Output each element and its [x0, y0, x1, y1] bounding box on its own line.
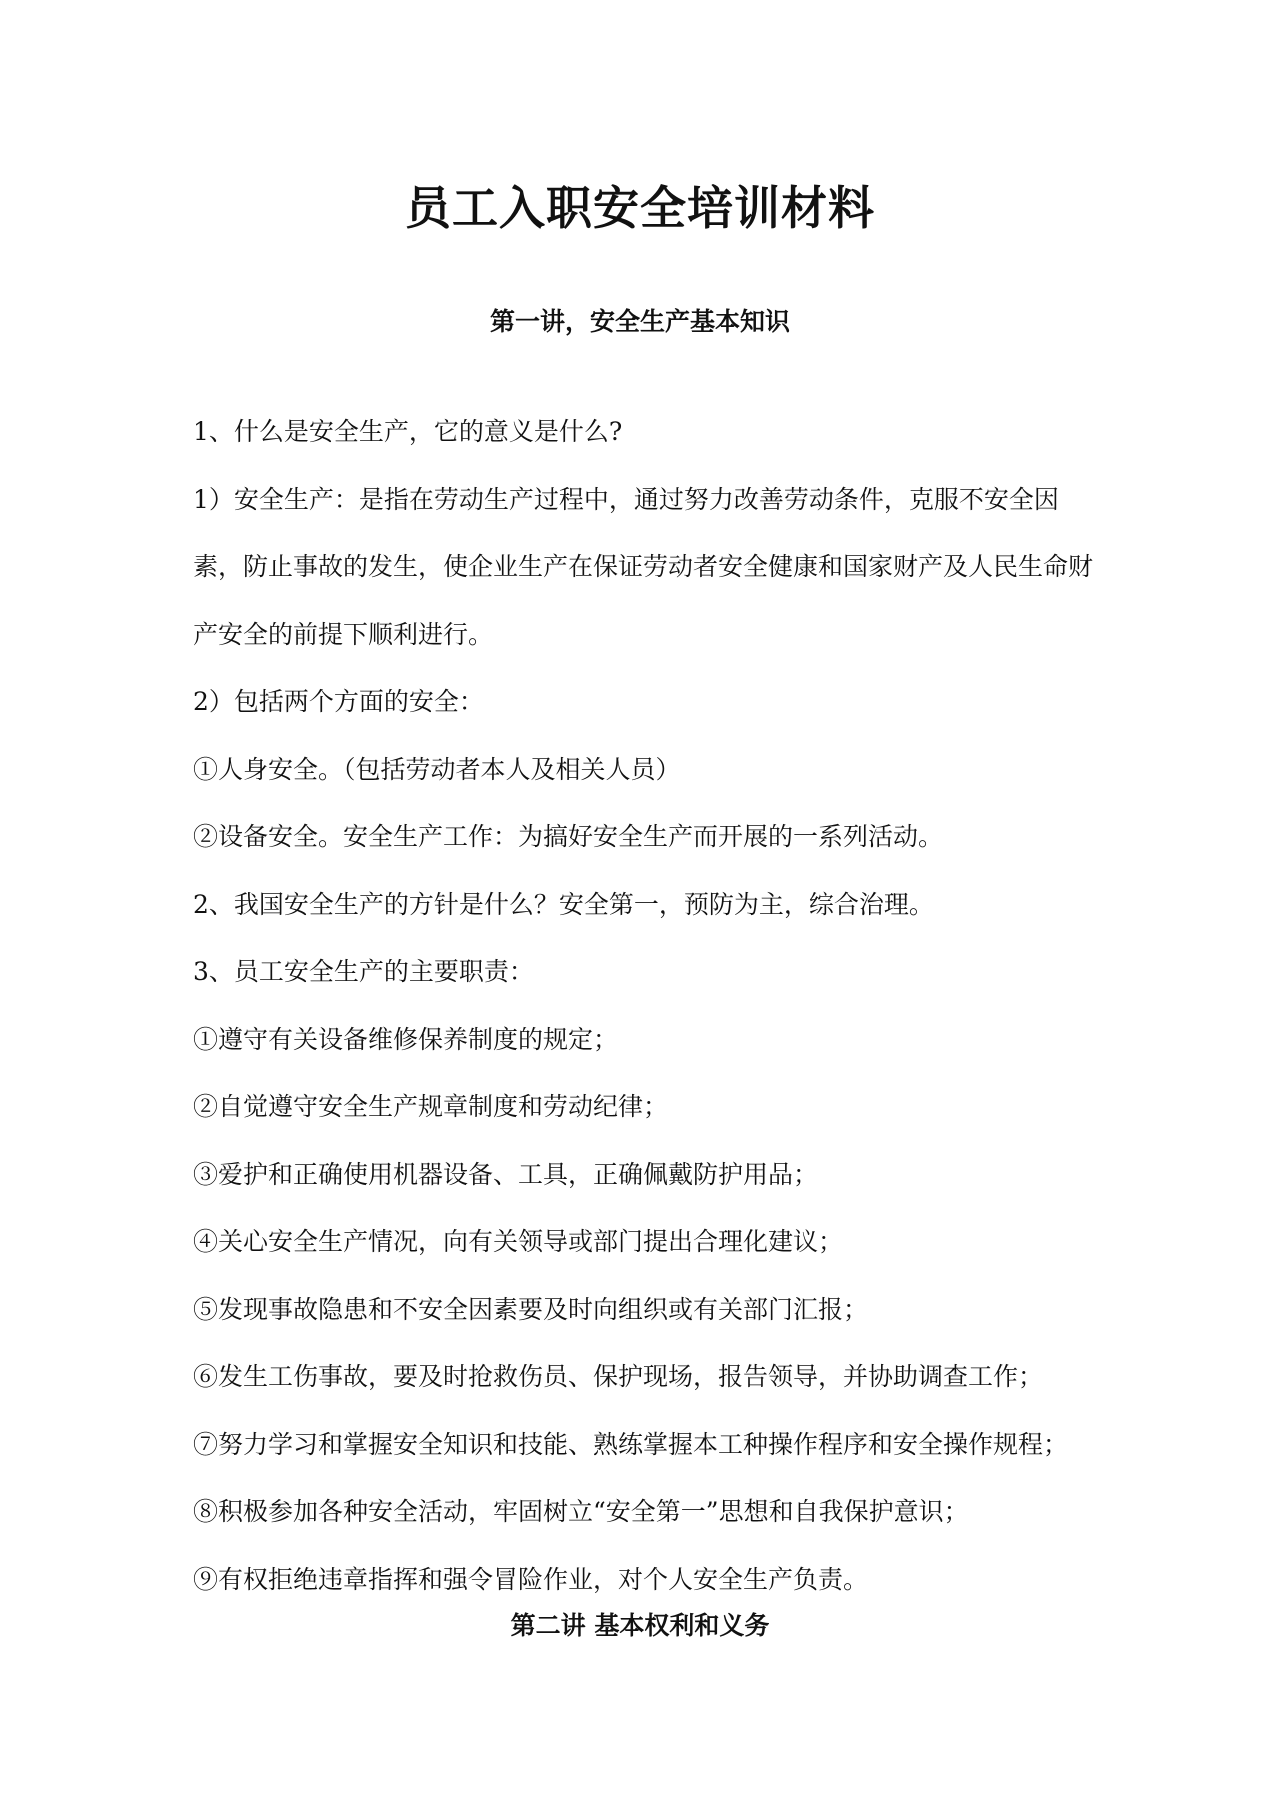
document-title: 员工入职安全培训材料	[405, 181, 875, 235]
section-1-body	[193, 398, 1093, 1613]
list-item: ①遵守有关设备维修保养制度的规定；	[193, 1024, 619, 1054]
list-item: ②自觉遵守安全生产规章制度和劳动纪律；	[193, 1092, 669, 1121]
list-item: ①人身安全。（包括劳动者本人及相关人员）	[193, 754, 681, 784]
section-heading-2: 第二讲 基本权利和义务	[510, 1611, 770, 1640]
paragraph: 2）包括两个方面的安全：	[193, 687, 484, 716]
paragraph: 3、员工安全生产的主要职责：	[193, 957, 534, 986]
list-item: ⑨有权拒绝违章指挥和强令冒险作业，对个人安全生产负责。	[193, 1564, 869, 1594]
list-item: ⑤发现事故隐患和不安全因素要及时向组织或有关部门汇报；	[193, 1294, 869, 1324]
list-item: ⑥发生工伤事故，要及时抢救伤员、保护现场，报告领导，并协助调查工作；	[193, 1362, 1044, 1391]
list-item: ⑧积极参加各种安全活动，牢固树立“安全第一”思想和自我保护意识；	[193, 1497, 969, 1526]
paragraph: 1）安全生产：是指在劳动生产过程中，通过努力改善劳动条件，克服不安全因素，防止事故的发生，使企业生产在保证劳动者安全健康和国家财产及人民生命财产安全的前提下顺利进行。	[193, 484, 1094, 649]
paragraph: 1、什么是安全生产，它的意义是什么?	[193, 417, 623, 446]
list-item: ④关心安全生产情况，向有关领导或部门提出合理化建议；	[193, 1227, 844, 1256]
paragraph: 2、我国安全生产的方针是什么？安全第一，预防为主，综合治理。	[193, 889, 934, 919]
list-item: ②设备安全。安全生产工作：为搞好安全生产而开展的一系列活动。	[193, 822, 944, 851]
list-item: ⑦努力学习和掌握安全知识和技能、熟练掌握本工种操作程序和安全操作规程；	[193, 1429, 1069, 1459]
section-heading-1: 第一讲，安全生产基本知识	[489, 307, 790, 336]
list-item: ③爱护和正确使用机器设备、工具，正确佩戴防护用品；	[193, 1159, 819, 1189]
